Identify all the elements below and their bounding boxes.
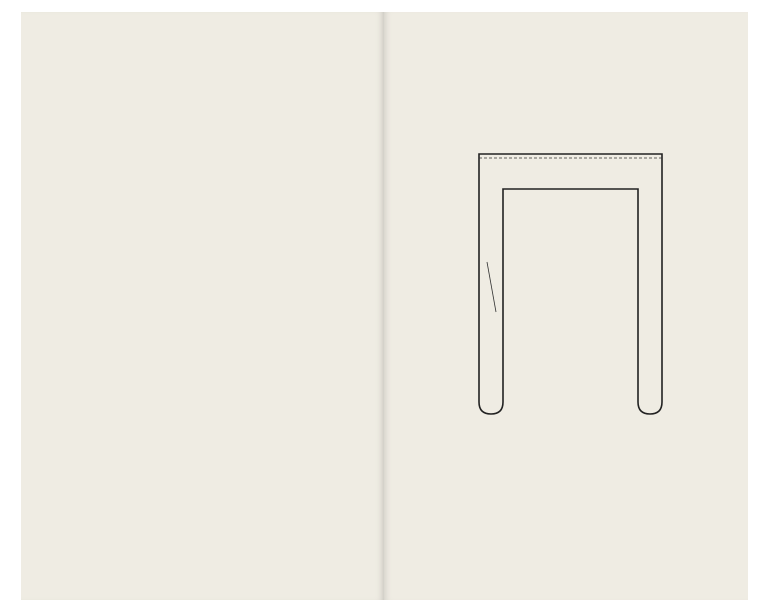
inner-wing-line bbox=[487, 262, 496, 312]
table-outline bbox=[384, 12, 748, 600]
left-page bbox=[21, 12, 384, 600]
guest-list bbox=[89, 100, 379, 107]
horseshoe-table bbox=[479, 154, 662, 414]
right-page bbox=[384, 12, 748, 600]
